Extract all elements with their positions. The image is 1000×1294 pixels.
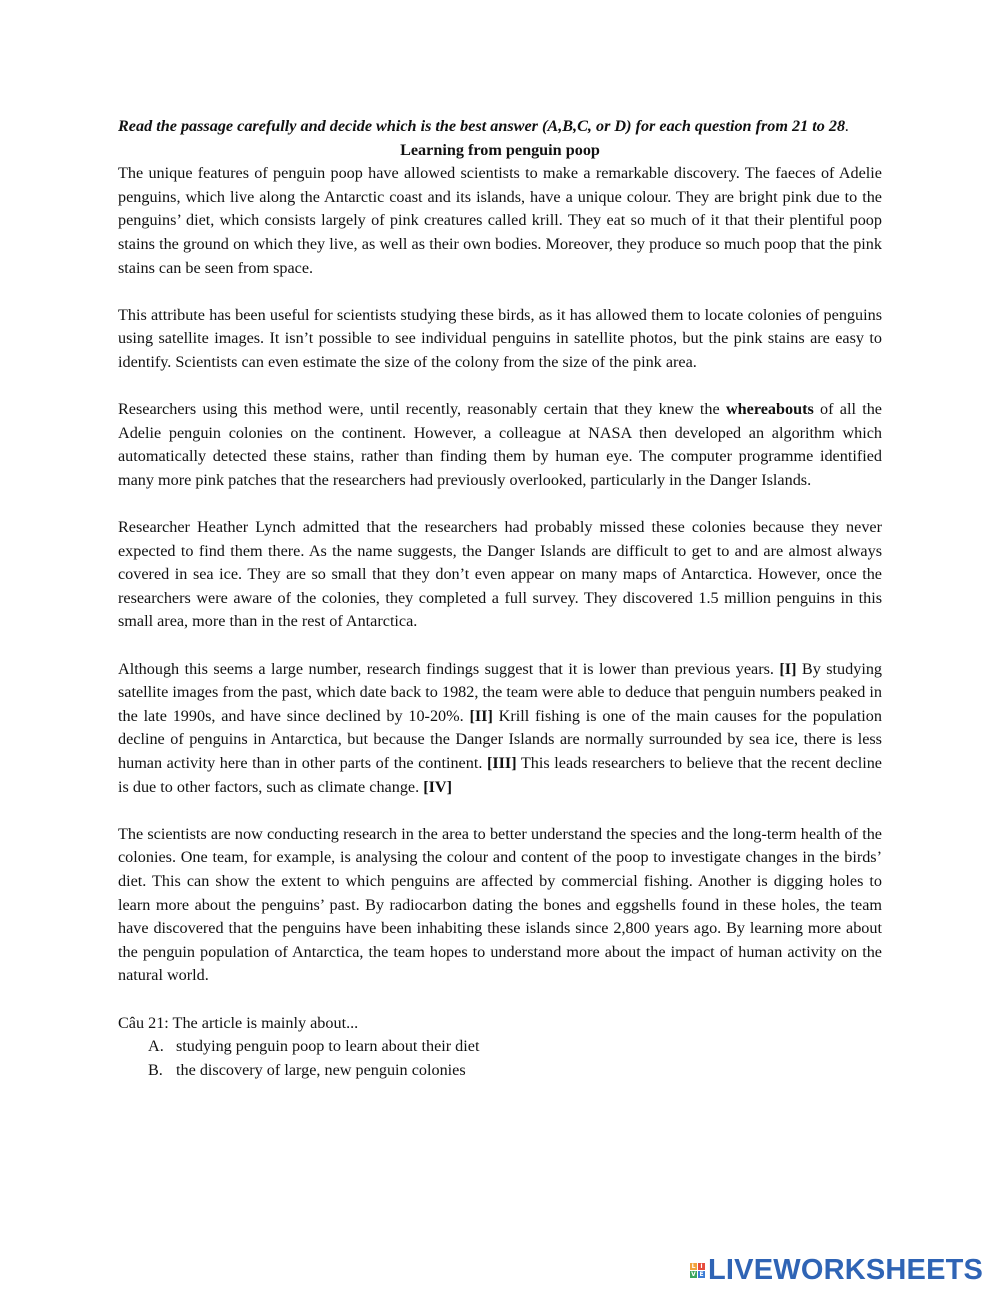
paragraph-5-part-b: By studying satellite images from the past, which date back to 1982, the team were able to deduce that penguin numbers peaked in the late 1990s, and have since declined by 10-20%. [118,659,883,725]
logo-badge-letter: V [691,1270,696,1278]
logo-text: LIVEWORKSHEETS [708,1253,984,1286]
logo-badge-letter: I [698,1263,705,1270]
logo-badge-letter: L [691,1262,696,1270]
liveworksheets-logo [690,1255,983,1285]
paragraph-1: The unique features of penguin poop have allowed scientists to make a remarkable discovery. The faeces of Adelie penguins, which live along the Antarctic coast and its islands, have a unique colour. They are bright pink due to the penguins’ diet, which consists largely of pink creatures called krill. They eat so much of it that their plentiful poop stains the ground on which they live, as well as their own bodies. Moreover, they produce so much poop that the pink stains can be seen from space. [118,164,882,277]
paragraph-3-part-a: Researchers using this method were, until recently, reasonably certain that they knew the [118,400,726,419]
marker-3: [III] [486,754,517,773]
option-a[interactable] [118,1035,882,1059]
logo-badge-letter: E [699,1270,704,1278]
paragraph-5-part-a: Although this seems a large number, research findings suggest that it is lower than previous years. [118,659,780,678]
instruction [118,115,882,139]
option-b-letter: B. [148,1060,163,1079]
instruction-text: Read the passage carefully and decide which is the best answer (A,B,C, or D) for each question from 21 to 28 [118,117,846,135]
keyword-whereabouts: whereabouts [725,400,814,419]
paragraph-2: This attribute has been useful for scientists studying these birds, as it has allowed them to locate colonies of penguins using satellite images. It isn’t possible to see individual penguins in satellite photos, but the pink stains are easy to identify. Scientists can even estimate the size of the colony from the size of the pink area. [118,305,882,371]
logo-badge-icon [690,1263,705,1278]
paragraph-3-part-b: of all the Adelie penguin colonies on the continent. However, a colleague at NASA then developed an algorithm which automatically detected these stains, rather than finding them by human eye. The computer programme identified many more pink patches that the researchers had previously overlooked, particularly in the Danger Islands. [118,400,882,489]
paragraph-5 [118,658,882,800]
option-b-text: the discovery of large, new penguin colonies [176,1060,466,1079]
marker-1: [I] [779,659,797,678]
instruction-period: . [845,117,850,135]
option-a-text: studying penguin poop to learn about their diet [176,1037,480,1056]
paragraph-5-part-c: Krill fishing is one of the main causes for the population decline of penguins in Antarctica, but because the Danger Islands are normally surrounded by sea ice, there is less human activity here than in other parts of the continent. [118,706,882,773]
paragraph-3 [118,398,882,492]
question-stem: Câu 21: The article is mainly about... [118,1013,359,1032]
paragraph-5-part-d: This leads researchers to believe that the recent decline is due to other factors, such as climate change. [118,754,882,796]
option-a-letter: A. [148,1037,164,1056]
marker-4: [IV] [423,777,452,796]
paragraph-4: Researcher Heather Lynch admitted that the researchers had probably missed these colonies because they never expected to find them there. As the name suggests, the Danger Islands are difficult to get to and are almost always covered in sea ice. They are so small that they don’t even appear on many maps of Antarctica. However, once the researchers were aware of the colonies, they completed a full survey. They discovered 1.5 million penguins in this small area, more than in the rest of Antarctica. [118,518,882,631]
worksheet-content [118,115,882,1082]
passage-title: Learning from penguin poop [400,140,600,159]
marker-2: [II] [469,706,493,725]
option-b[interactable] [118,1059,882,1083]
paragraph-6: The scientists are now conducting research in the area to better understand the species and the long-term health of the colonies. One team, for example, is analysing the colour and content of the poop to investigate changes in the birds’ diet. This can show the extent to which penguins are affected by commercial fishing. Another is digging holes to learn more about the penguins’ past. By radiocarbon dating the bones and eggshells found in these holes, the team have discovered that the penguins have been inhabiting these islands since 2,800 years ago. By learning more about the penguin population of Antarctica, the team hopes to understand more about the impact of human activity on the natural world. [118,824,882,985]
